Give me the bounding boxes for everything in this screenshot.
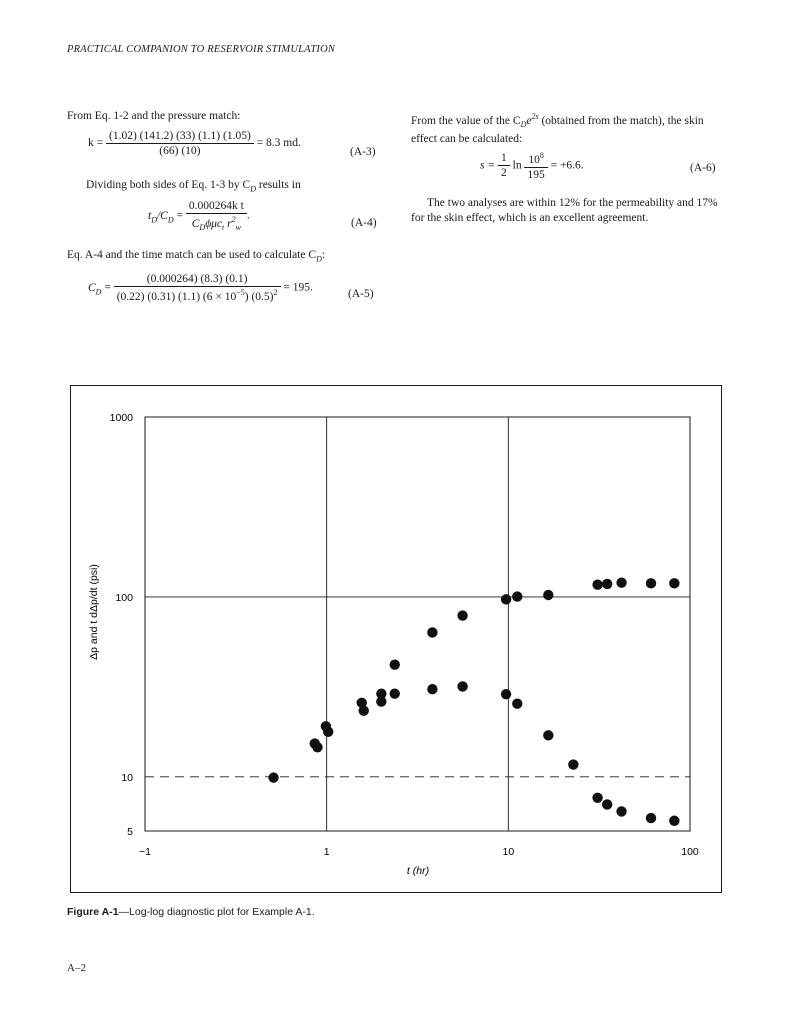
data-point-derivative xyxy=(512,698,522,708)
eq-a4-denominator: $C_D\phi\mu c_t$ $r^2_w$ xyxy=(186,213,247,232)
data-point-derivative xyxy=(543,730,553,740)
data-point-pressure-change xyxy=(543,590,553,600)
y-tick-label: 1000 xyxy=(109,412,133,424)
data-point-pressure-change xyxy=(512,591,522,601)
eq-a3-numerator: (1.02) (141.2) (33) (1.1) (1.05) xyxy=(109,130,251,142)
data-point-pressure-change xyxy=(501,594,511,604)
data-point-pressure-change xyxy=(268,772,278,782)
y-tick-label: 10 xyxy=(121,771,133,784)
plot-area-frame xyxy=(145,417,690,831)
page-number: A–2 xyxy=(67,962,86,974)
data-point-derivative xyxy=(457,681,467,691)
time-match-text: Eq. A-4 and the time match can be used to calculate $C_D$: xyxy=(67,249,326,264)
data-point-pressure-change xyxy=(616,577,626,587)
data-point-pressure-change xyxy=(359,706,369,716)
x-tick-label: 100 xyxy=(681,846,699,858)
data-point-derivative xyxy=(669,816,679,826)
right-para-2: The two analyses are within 12% for the permeability and 17% for the skin effect, which is an excellent agreement. xyxy=(411,197,718,224)
x-tick-label: 10 xyxy=(502,846,515,858)
data-point-pressure-change xyxy=(592,579,602,589)
y-axis-label: Δp and t dΔp/dt (psi) xyxy=(88,564,100,660)
y-tick-label: 5 xyxy=(127,826,133,838)
chart-static-layer xyxy=(110,412,699,858)
data-point-pressure-change xyxy=(323,727,333,737)
data-point-derivative xyxy=(616,806,626,816)
right-para-1: From the value of the $C_De^{2s}$ (obtained from the match), the skin effect can be calculated: xyxy=(411,112,704,146)
dividing-text: Dividing both sides of Eq. 1-3 by $C_D$ results in xyxy=(86,179,301,194)
eq-a5-numerator: (0.000264) (8.3) (0.1) xyxy=(146,273,248,285)
eq-a5-result: = 195. xyxy=(283,281,313,294)
eq-a3-lhs: k = xyxy=(88,137,104,150)
y-tick-label: 100 xyxy=(115,591,133,604)
x-tick-label: −1 xyxy=(139,846,151,858)
equation-a5: $C_D$ = $\frac{(0.000264) (8.3) (0.1)}{(0.22) (0.31) (1.1) (6 \times 10^{-5}) (0.5)^2}$ = 195. xyxy=(88,273,313,303)
equation-a4: $t_D/C_D$ = $\frac{\text{0.000264k t}}{C_D\phi\mu c_t r^2_w}$ . xyxy=(148,200,250,233)
running-header: PRACTICAL COMPANION TO RESERVOIR STIMULATION xyxy=(67,44,336,55)
data-point-pressure-change xyxy=(390,660,400,670)
data-point-pressure-change xyxy=(312,742,322,752)
data-point-derivative xyxy=(376,696,386,706)
eq-a5-denominator: (0.22) (0.31) (1.1) $(6 \times 10^{-5})$ $(0.5)^2$ xyxy=(114,286,281,303)
data-point-pressure-change xyxy=(457,610,467,620)
eq-a5-label: (A-5) xyxy=(348,288,374,300)
x-tick-label: 1 xyxy=(323,846,330,858)
data-point-derivative xyxy=(390,688,400,698)
data-point-pressure-change xyxy=(669,578,679,588)
data-point-derivative xyxy=(568,759,578,769)
data-point-derivative xyxy=(602,799,612,809)
eq-a3-result: = 8.3 md. xyxy=(256,137,301,150)
data-point-pressure-change xyxy=(646,578,656,588)
eq-a6-label: (A-6) xyxy=(690,162,716,174)
left-intro-text: From Eq. 1-2 and the pressure match: xyxy=(67,110,241,122)
data-point-pressure-change xyxy=(602,579,612,589)
data-point-derivative xyxy=(501,689,511,699)
data-point-pressure-change xyxy=(427,627,437,637)
eq-a4-numerator: 0.000264k t xyxy=(188,200,244,212)
x-axis-label: t (hr) xyxy=(406,865,430,877)
eq-a3-denominator: (66) (10) xyxy=(106,143,254,157)
chart-points-layer xyxy=(268,577,679,825)
equation-a6: s = $\frac{1}{2}$ ln $\frac{10^8}{195}$ = +6.6. xyxy=(480,151,584,181)
data-point-derivative xyxy=(427,684,437,694)
figure-caption xyxy=(67,906,315,918)
data-point-derivative xyxy=(592,793,602,803)
eq-a6-fraction-1: $\frac{1}{2}$ xyxy=(498,152,510,179)
eq-a3-label: (A-3) xyxy=(350,146,376,158)
data-point-derivative xyxy=(646,813,656,823)
figure-caption-label: Figure A-1 xyxy=(67,906,119,918)
eq-a4-label: (A-4) xyxy=(351,217,377,229)
figure-caption-text: —Log-log diagnostic plot for Example A-1. xyxy=(118,906,315,918)
eq-a6-fraction-2: $\frac{10^8}{195}$ xyxy=(524,151,547,181)
